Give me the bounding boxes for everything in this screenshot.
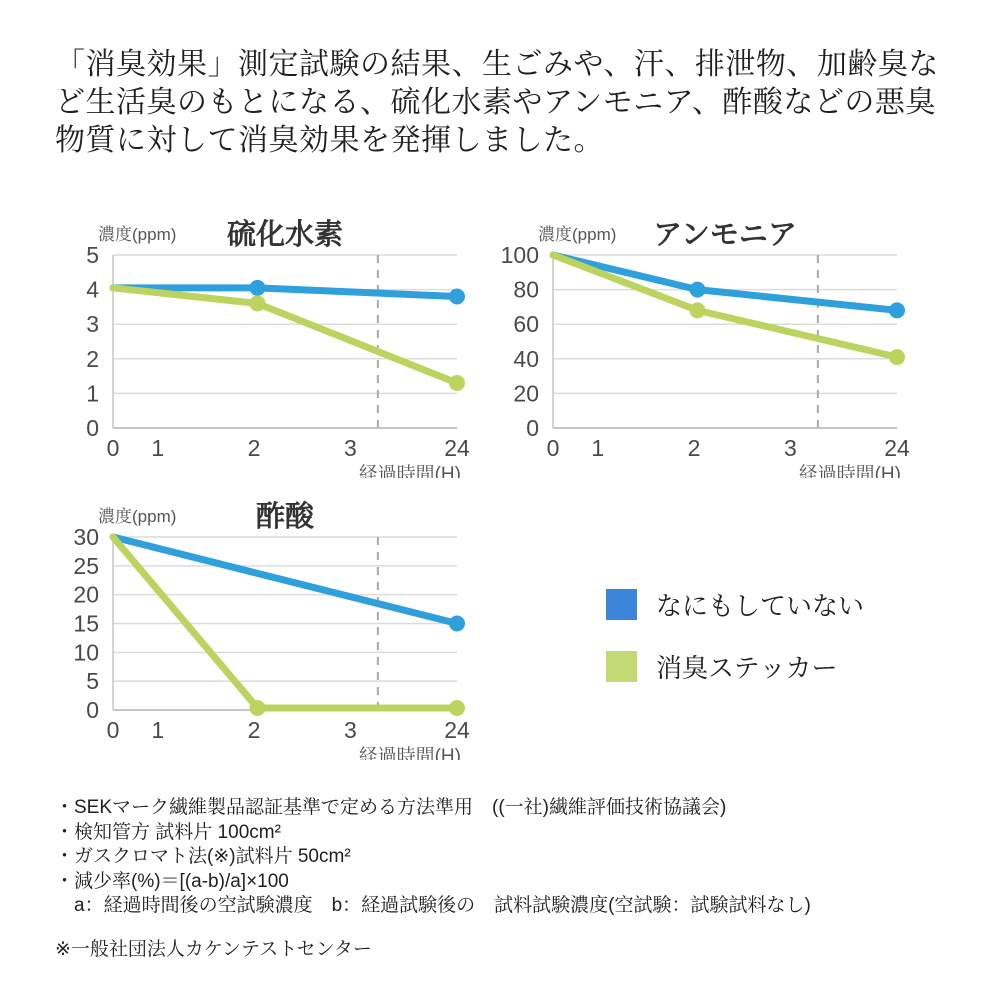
y-tick-label: 60 <box>513 311 539 338</box>
note-line: ・ガスクロマト法(※)試料片 50cm² <box>55 846 351 867</box>
data-point-marker <box>449 616 465 632</box>
x-tick-label: 0 <box>106 435 120 461</box>
data-point-marker <box>249 280 265 296</box>
y-axis-label: 濃度(ppm) <box>538 225 617 244</box>
note-line: ・検知管方 試料片 100cm² <box>55 821 281 843</box>
note-line: ・SEKマーク繊維製品認証基準で定める方法準用 ((一社)繊維評価技術協議会) <box>55 797 727 818</box>
y-tick-label: 1 <box>86 380 99 407</box>
note-line: a：経過時間後の空試験濃度 b：経過試験後の 試料試験濃度(空試験：試験試料なし) <box>55 895 811 916</box>
x-tick-label: 2 <box>247 435 261 461</box>
series-line <box>553 255 897 310</box>
y-axis-label: 濃度(ppm) <box>98 507 177 526</box>
chart-title: アンモニア <box>653 219 797 251</box>
x-tick-label: 24 <box>444 717 470 743</box>
series-line <box>113 288 457 383</box>
y-tick-label: 30 <box>73 524 99 550</box>
header-text: 「消臭効果」測定試験の結果、生ごみや、汗、排泄物、加齢臭など生活臭のもとになる、硫化水素やアンモニア、酢酸などの悪臭物質に対して消臭効果を発揮しました。 <box>55 48 939 157</box>
test-method-notes <box>55 796 955 919</box>
y-tick-label: 20 <box>73 581 99 608</box>
y-tick-label: 80 <box>513 276 539 303</box>
x-axis-label: 経過時間(H) <box>358 746 461 760</box>
chart-title: 硫化水素 <box>226 219 344 251</box>
footnote: ※一般社団法人カケンテストセンター <box>55 939 372 960</box>
series-line <box>113 537 457 708</box>
chart-hydrogen-sulfide <box>60 210 500 478</box>
legend-label: なにもしていない <box>656 591 865 621</box>
y-tick-label: 25 <box>73 552 99 579</box>
data-point-marker <box>449 289 465 305</box>
x-tick-label: 0 <box>546 435 560 461</box>
note-line: ・減少率(%)＝[(a-b)/a]×100 <box>55 870 289 892</box>
data-point-marker <box>449 375 465 391</box>
chart-acetic-acid <box>60 492 500 760</box>
y-tick-label: 0 <box>526 415 539 441</box>
x-axis-label: 経過時間(H) <box>798 464 901 478</box>
y-tick-label: 5 <box>86 668 99 695</box>
y-tick-label: 40 <box>513 345 539 372</box>
y-tick-label: 100 <box>500 242 539 268</box>
y-tick-label: 20 <box>513 380 539 407</box>
x-tick-label: 3 <box>343 435 357 461</box>
x-axis-label: 経過時間(H) <box>358 464 461 478</box>
x-tick-label: 2 <box>247 717 261 743</box>
data-point-marker <box>689 282 705 298</box>
y-tick-label: 15 <box>73 610 99 637</box>
y-tick-label: 4 <box>86 276 99 303</box>
data-point-marker <box>889 302 905 318</box>
legend-item <box>606 648 864 685</box>
data-point-marker <box>689 302 705 318</box>
data-point-marker <box>249 700 265 716</box>
y-tick-label: 3 <box>86 311 99 338</box>
x-tick-label: 24 <box>884 435 910 461</box>
data-point-marker <box>889 349 905 365</box>
y-tick-label: 5 <box>86 242 99 268</box>
series-line <box>113 537 457 624</box>
y-axis-label: 濃度(ppm) <box>98 225 177 244</box>
x-tick-label: 1 <box>591 435 605 461</box>
chart-ammonia <box>500 210 940 478</box>
chart-title: 酢酸 <box>255 501 315 533</box>
y-tick-label: 2 <box>86 345 99 372</box>
chart-svg <box>60 492 500 760</box>
x-tick-label: 3 <box>343 717 357 743</box>
legend <box>606 586 864 710</box>
y-tick-label: 0 <box>86 697 99 723</box>
legend-swatch <box>606 651 637 682</box>
x-tick-label: 24 <box>444 435 470 461</box>
data-point-marker <box>249 295 265 311</box>
x-tick-label: 1 <box>151 435 165 461</box>
chart-svg <box>60 210 500 478</box>
legend-item <box>606 586 864 623</box>
x-tick-label: 3 <box>783 435 797 461</box>
x-tick-label: 1 <box>151 717 165 743</box>
chart-svg <box>500 210 940 478</box>
x-tick-label: 0 <box>106 717 120 743</box>
y-tick-label: 10 <box>73 639 99 666</box>
x-tick-label: 2 <box>687 435 701 461</box>
data-point-marker <box>449 700 465 716</box>
legend-label: 消臭ステッカー <box>656 653 838 683</box>
legend-swatch <box>606 589 637 620</box>
y-tick-label: 0 <box>86 415 99 441</box>
